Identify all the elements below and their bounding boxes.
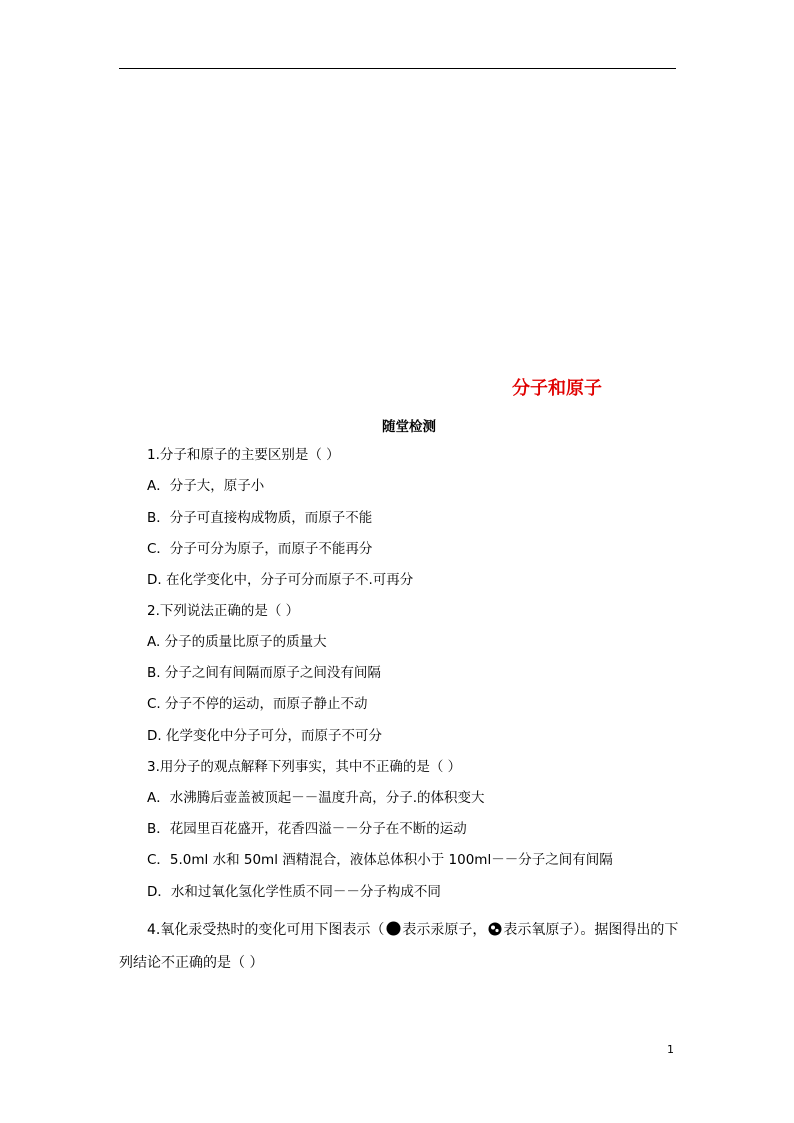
question-3-stem: 3.用分子的观点解释下列事实，其中不正确的是（ ） xyxy=(147,759,462,775)
question-2-option-d: D. 化学变化中分子可分，而原子不可分 xyxy=(147,728,382,744)
question-2-stem: 2.下列说法正确的是（ ） xyxy=(147,603,300,619)
question-3-option-a: A．水沸腾后壶盖被顶起－－温度升高，分子.的体积变大 xyxy=(147,790,485,806)
question-1-option-a: A．分子大，原子小 xyxy=(147,478,265,494)
question-3-option-d: D．水和过氧化氢化学性质不同－－分子构成不同 xyxy=(147,884,441,900)
page-title: 分子和原子 xyxy=(512,378,602,399)
question-1-stem: 1.分子和原子的主要区别是（ ） xyxy=(147,447,340,463)
question-1-option-d: D. 在化学变化中，分子可分而原子不.可再分 xyxy=(147,572,414,588)
header-rule xyxy=(119,68,676,69)
question-3-option-c: C．5.0ml 水和 50ml 酒精混合，液体总体积小于 100ml－－分子之间有间隔 xyxy=(147,852,613,868)
oxygen-atom-icon xyxy=(488,922,502,941)
question-4-text-2: 表示汞原子， xyxy=(402,922,487,938)
question-1-option-b: B．分子可直接构成物质，而原子不能 xyxy=(147,510,373,526)
section-heading: 随堂检测 xyxy=(382,419,436,435)
page-number: 1 xyxy=(667,1043,674,1056)
question-4-text-1: 4.氧化汞受热时的变化可用下图表示（ xyxy=(147,922,385,938)
mercury-atom-icon xyxy=(386,921,401,941)
question-4-text-3: 表示氧原子）。据图得出的下 xyxy=(503,922,679,938)
question-2-option-c: C. 分子不停的运动，而原子静止不动 xyxy=(147,696,368,712)
question-1-option-c: C．分子可分为原子，而原子不能再分 xyxy=(147,541,373,557)
question-2-option-a: A. 分子的质量比原子的质量大 xyxy=(147,634,327,650)
question-3-option-b: B．花园里百花盛开，花香四溢－－分子在不断的运动 xyxy=(147,821,467,837)
question-4-line-2: 列结论不正确的是（ ） xyxy=(119,955,264,971)
question-2-option-b: B. 分子之间有间隔而原子之间没有间隔 xyxy=(147,665,381,681)
question-4-line-1 xyxy=(147,921,678,941)
